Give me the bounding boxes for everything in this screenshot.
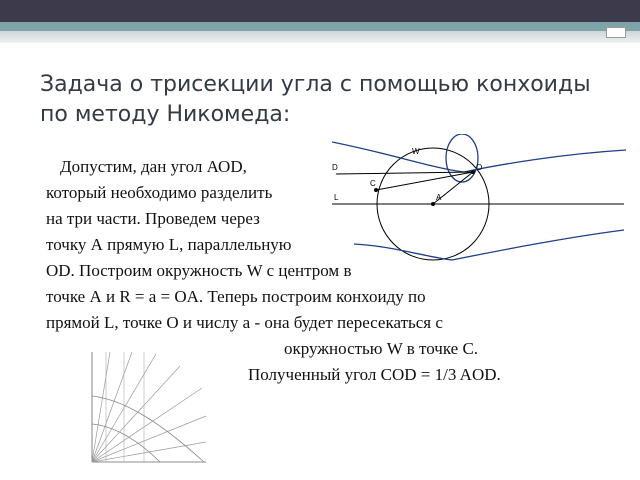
slide-title: Задача о трисекции угла с помощью конхоиды по методу Никомеда:: [40, 72, 591, 127]
point-a: [431, 202, 435, 206]
text-line-4: точку А прямую L, параллельную: [46, 235, 292, 254]
text-line-6: точке А и R = a = OA. Теперь построим конхоиду по: [46, 287, 426, 306]
text-line-9: Полученный угол COD = 1/3 AOD.: [248, 365, 501, 384]
top-bar-dark: [0, 0, 640, 22]
text-line-2: который необходимо разделить: [46, 183, 273, 202]
text-line-3: на три части. Проведем через: [46, 209, 260, 228]
label-o: O: [476, 163, 483, 172]
point-o: [471, 170, 475, 174]
segment-od: [336, 172, 473, 174]
label-l: L: [334, 193, 339, 202]
conchoid-loop: [446, 134, 478, 182]
text-line-7: прямой L, точке О и числу a - она будет пересекаться с: [46, 313, 443, 332]
angle-fan-diagram: [86, 350, 210, 466]
fan-ray: [92, 416, 206, 462]
corner-box: [606, 27, 626, 38]
label-a: A: [436, 193, 442, 202]
label-c: C: [370, 179, 376, 188]
text-line-5: OD. Построим окружность W с центром в: [46, 261, 352, 280]
label-d: D: [332, 163, 338, 172]
conchoid-diagram: [332, 134, 628, 288]
text-line-8: окружностью W в точке С.: [284, 339, 479, 358]
label-w: W: [412, 147, 420, 156]
text-line-1: Допустим, дан угол АОD,: [60, 157, 247, 176]
top-bar-teal: [0, 22, 640, 31]
top-bar-light: [0, 31, 640, 43]
point-c: [374, 188, 378, 192]
fan-ray: [92, 352, 132, 462]
